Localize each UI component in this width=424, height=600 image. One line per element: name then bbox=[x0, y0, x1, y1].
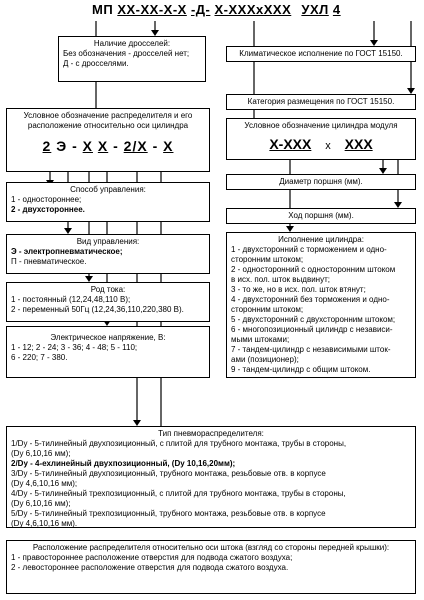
control-line-1: 1 - одностороннее; bbox=[11, 195, 82, 204]
distributor-code bbox=[11, 137, 205, 155]
code-part-5: 4 bbox=[332, 2, 341, 17]
diameter-text: Диаметр поршня (мм). bbox=[279, 177, 363, 186]
cyl-exec-line-9: 6 - многопозиционный цилиндр с независи- bbox=[231, 325, 393, 334]
valve-type-line-4: 3/Dy - 5-тилинейный двухпозиционный, трубного монтажа, резьбовые отв. в корпусе bbox=[11, 469, 326, 478]
kind-line-2: П - пневматическое. bbox=[11, 257, 87, 266]
position-line-2: 2 - левостороннее расположение отверстия для подвода сжатого воздуха. bbox=[11, 563, 289, 572]
cylinder-code bbox=[231, 135, 411, 155]
distributor-title-2: расположение относительно оси цилиндра bbox=[27, 121, 189, 130]
dist-code-7: 2/X bbox=[123, 138, 148, 154]
voltage-line-1: 1 - 12; 2 - 24; 3 - 36; 4 - 48; 5 - 110; bbox=[11, 343, 138, 352]
box-current bbox=[6, 282, 210, 322]
climate-text: Климатическое исполнение по ГОСТ 15150. bbox=[239, 49, 403, 58]
code-part-1: XX-XX-X-X bbox=[117, 2, 187, 17]
cyl-exec-line-1: 1 - двухсторонний с торможением и одно- bbox=[231, 245, 387, 254]
cylinder-title: Условное обозначение цилиндра модуля bbox=[244, 121, 398, 130]
dist-code-8: - bbox=[152, 138, 159, 154]
cyl-code-right: XXX bbox=[344, 136, 373, 152]
model-code-header bbox=[92, 2, 341, 17]
box-cylinder-exec bbox=[226, 232, 416, 378]
valve-type-line-5: (Dy 4,6,10,16 мм); bbox=[11, 479, 78, 488]
valve-type-line-7: (Dy 6,10,16 мм); bbox=[11, 499, 71, 508]
dist-code-4: X bbox=[82, 138, 93, 154]
dist-code-2: Э bbox=[56, 138, 68, 154]
cyl-exec-line-13: 9 - тандем-цилиндр с общим штоком. bbox=[231, 365, 371, 374]
cyl-exec-line-12: ами (позиционер); bbox=[231, 355, 299, 364]
box-kind bbox=[6, 234, 210, 274]
voltage-title: Электрическое напряжение, В: bbox=[50, 333, 166, 342]
box-control bbox=[6, 182, 210, 222]
cyl-exec-line-7: сторонним штоком; bbox=[231, 305, 304, 314]
control-line-2: 2 - двухстороннее. bbox=[11, 205, 85, 214]
current-line-1: 1 - постоянный (12,24,48,110 В); bbox=[11, 295, 131, 304]
code-part-4: УХЛ bbox=[301, 2, 329, 17]
valve-type-title: Тип пневмораспределителя: bbox=[158, 429, 264, 438]
box-diameter bbox=[226, 174, 416, 190]
stroke-text: Ход поршня (мм). bbox=[288, 211, 354, 220]
box-distributor bbox=[6, 108, 210, 172]
kind-line-1: Э - электропневматическое; bbox=[11, 247, 123, 256]
control-title: Способ управления: bbox=[70, 185, 146, 194]
valve-type-line-3: 2/Dy - 4-ехлинейный двухпозиционный, (Dy 10,16,20мм); bbox=[11, 459, 236, 468]
current-title: Род тока: bbox=[90, 285, 126, 294]
box-position bbox=[6, 540, 416, 594]
dist-code-3: - bbox=[72, 138, 78, 154]
cyl-code-left: X-XXX bbox=[269, 136, 312, 152]
cyl-exec-line-6: 4 - двухсторонний без торможения и одно- bbox=[231, 295, 390, 304]
chokes-title: Наличие дросселей: bbox=[93, 39, 171, 48]
position-line-1: 1 - правостороннее расположение отверстия для подвода сжатого воздуха; bbox=[11, 553, 293, 562]
kind-title: Вид управления: bbox=[76, 237, 140, 246]
dist-code-9: X bbox=[163, 138, 174, 154]
dist-code-6: - bbox=[113, 138, 119, 154]
valve-type-line-2: (Dy 6,10,16 мм); bbox=[11, 449, 71, 458]
cyl-exec-line-5: 3 - то же, но в исх. пол. шток втянут; bbox=[231, 285, 366, 294]
box-cylinder bbox=[226, 118, 416, 160]
code-part-2: -Д- bbox=[190, 2, 211, 17]
voltage-line-2: 6 - 220; 7 - 380. bbox=[11, 353, 68, 362]
cyl-exec-line-2: сторонним штоком; bbox=[231, 255, 304, 264]
valve-type-line-6: 4/Dy - 5-тилинейный трехпозиционный, с плитой для трубного монтажа, трубы в стороны, bbox=[11, 489, 346, 498]
dist-code-5: X bbox=[97, 138, 109, 154]
box-category bbox=[226, 94, 416, 110]
box-valve-type bbox=[6, 426, 416, 528]
box-stroke bbox=[226, 208, 416, 224]
box-climate bbox=[226, 46, 416, 62]
cyl-exec-line-4: в исх. пол. шток выдвинут; bbox=[231, 275, 330, 284]
valve-type-line-8: 5/Dy - 5-тилинейный трехпозиционный, трубного монтажа, резьбовые отв. в корпусе bbox=[11, 509, 326, 518]
category-text: Категория размещения по ГОСТ 15150. bbox=[247, 97, 395, 106]
code-part-3: X-XXXxXXX bbox=[214, 2, 292, 17]
distributor-title-1: Условное обозначение распределителя и его bbox=[23, 111, 193, 120]
box-voltage bbox=[6, 326, 210, 378]
chokes-line-2: Д - с дросселями. bbox=[63, 59, 129, 68]
box-chokes bbox=[58, 36, 206, 82]
position-title: Расположение распределителя относительно оси штока (взгляд со стороны передней крышки): bbox=[32, 543, 390, 552]
valve-type-line-1: 1/Dy - 5-тилинейный двухпозиционный, с плитой для трубного монтажа, трубы в стороны, bbox=[11, 439, 347, 448]
cyl-exec-line-8: 5 - двухсторонний с двухсторонним штоком; bbox=[231, 315, 396, 324]
cyl-exec-line-3: 2 - односторонний с односторонним штоком bbox=[231, 265, 396, 274]
dist-code-1: 2 bbox=[42, 138, 52, 154]
cyl-exec-line-10: мыми штоками; bbox=[231, 335, 290, 344]
code-prefix: МП bbox=[92, 2, 114, 17]
cyl-exec-title: Исполнение цилиндра: bbox=[278, 235, 364, 244]
chokes-line-1: Без обозначения - дросселей нет; bbox=[63, 49, 190, 58]
valve-type-line-9: (Dy 4,6,10,16 мм). bbox=[11, 519, 78, 528]
cyl-exec-line-11: 7 - тандем-цилиндр с независимыми шток- bbox=[231, 345, 391, 354]
current-line-2: 2 - переменный 50Гц (12,24,36,110,220,380 В). bbox=[11, 305, 184, 314]
cyl-code-times: x bbox=[325, 140, 331, 152]
